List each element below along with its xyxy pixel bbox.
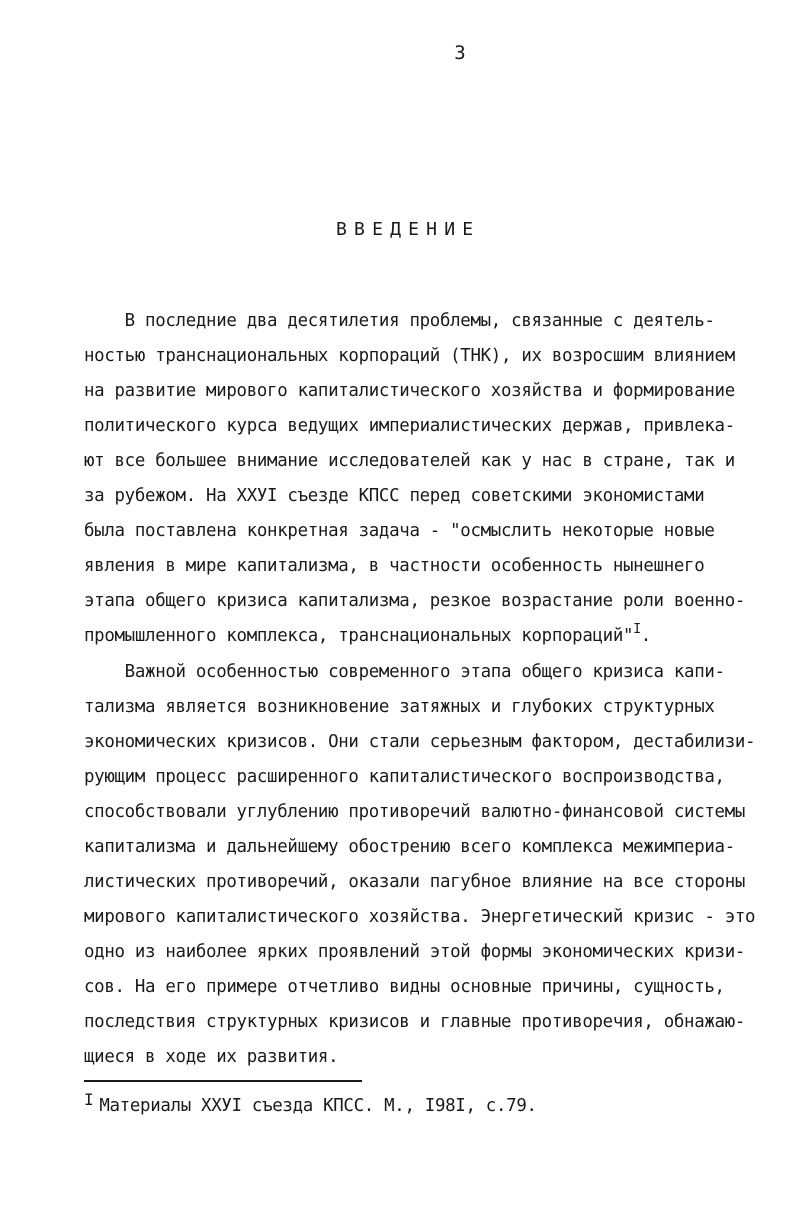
text-line: ют все большее внимание исследователей как у нас в стране, так и	[84, 451, 735, 471]
text-line: политического курса ведущих империалистических держав, привлека-	[84, 416, 735, 436]
text-line: Важной особенностью современного этапа общего кризиса капи-	[84, 662, 725, 682]
text-line: капитализма и дальнейшему обострению всего комплекса межимпериа-	[84, 837, 735, 857]
text-line: экономических кризисов. Они стали серьезным фактором, дестабилизи-	[84, 732, 756, 752]
end-punctuation: .	[640, 626, 651, 646]
text-line: была поставлена конкретная задача - "осмыслить некоторые новые	[84, 521, 715, 541]
page-number: 3	[454, 42, 466, 64]
text-line: за рубежом. На ХХУI съезде КПСС перед советскими экономистами	[84, 486, 705, 506]
text-line: листических противоречий, оказали пагубное влияние на все стороны	[84, 872, 746, 892]
footnote-reference: I	[633, 622, 641, 637]
text-line: щиеся в ходе их развития.	[84, 1047, 339, 1067]
footnote-divider	[84, 1080, 362, 1082]
footnote-mark: I	[84, 1090, 94, 1109]
footnote-text: Материалы ХХУI съезда КПСС. М., I98I, с.79.	[99, 1096, 537, 1116]
text-line: В последние два десятилетия проблемы, связанные с деятель-	[84, 311, 715, 331]
page-title: ВВЕДЕНИЕ	[336, 219, 481, 240]
text-line-last	[84, 624, 651, 650]
text-line: на развитие мирового капиталистического хозяйства и формирование	[84, 381, 735, 401]
text-line: явления в мире капитализма, в частности особенность нынешнего	[84, 556, 705, 576]
text-line: мирового капиталистического хозяйства. Энергетический кризис - это	[84, 907, 756, 927]
text-line: сов. На его примере отчетливо видны основные причины, сущность,	[84, 977, 725, 997]
text-line: одно из наиболее ярких проявлений этой формы экономических кризи-	[84, 942, 746, 962]
text-line: тализма является возникновение затяжных и глубоких структурных	[84, 697, 715, 717]
text-line: этапа общего кризиса капитализма, резкое возрастание роли военно-	[84, 591, 746, 611]
text-line: промышленного комплекса, транснациональных корпораций"	[84, 626, 634, 646]
text-line: рующим процесс расширенного капиталистического воспроизводства,	[84, 767, 725, 787]
text-line: последствия структурных кризисов и главные противоречия, обнажаю-	[84, 1012, 746, 1032]
text-line: способствовали углублению противоречий валютно-финансовой системы	[84, 802, 746, 822]
footnote	[84, 1090, 537, 1116]
text-line: ностью транснациональных корпораций (ТНК), их возросшим влиянием	[84, 346, 735, 366]
